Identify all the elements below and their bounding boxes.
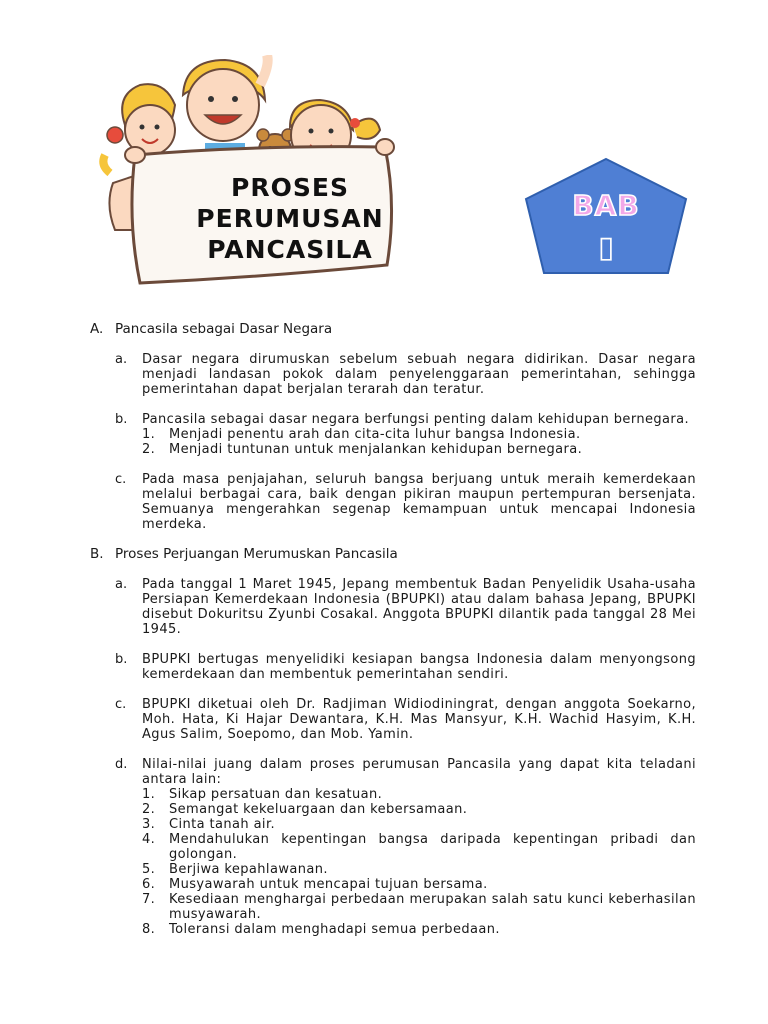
sub-text: Sikap persatuan dan kesatuan. — [169, 787, 383, 802]
item-text: Pada tanggal 1 Maret 1945, Jepang membentuk Badan Penyelidik Usaha-usaha Persiapan Kemerdekaan Indonesia (BPUPKI) atau dalam bahasa Jepang, BPUPKI disebut Dokuritsu Zyunbi Cosakal. Anggota BPUPKI dilantik pada tanggal 28 Mei 1945. — [142, 577, 696, 637]
sub-item — [142, 442, 696, 457]
section-b — [90, 547, 696, 937]
sub-text: Menjadi penentu arah dan cita-cita luhur bangsa Indonesia. — [169, 427, 581, 442]
section-heading — [90, 322, 696, 337]
sub-number: 8. — [142, 922, 156, 937]
badge-number: ▯ — [597, 230, 615, 265]
list-item — [90, 652, 696, 682]
section-title: Proses Perjuangan Merumuskan Pancasila — [115, 546, 398, 562]
list-item — [90, 697, 696, 742]
list-item — [90, 352, 696, 397]
list-item — [90, 472, 696, 532]
title-line: PANCASILA — [207, 235, 373, 264]
item-letter: c. — [115, 472, 127, 487]
sub-number: 1. — [142, 427, 156, 442]
sub-text: Cinta tanah air. — [169, 817, 276, 832]
item-letter: a. — [115, 577, 128, 592]
item-text: Nilai-nilai juang dalam proses perumusan Pancasila yang dapat kita teladani antara lain: — [142, 757, 696, 787]
sub-item — [142, 832, 696, 862]
sub-text: Kesediaan menghargai perbedaan merupakan salah satu kunci keberhasilan musyawarah. — [169, 892, 696, 922]
item-text: BPUPKI bertugas menyelidiki kesiapan bangsa Indonesia dalam menyongsong kemerdekaan dan membentuk pemerintahan sendiri. — [142, 652, 696, 682]
item-letter: c. — [115, 697, 127, 712]
item-text: BPUPKI diketuai oleh Dr. Radjiman Widiodiningrat, dengan anggota Soekarno, Moh. Hata, Ki Hajar Dewantara, K.H. Mas Mansyur, K.H. Wachid Hasyim, K.H. Agus Salim, Soepomo, dan Mob. Yamin. — [142, 697, 696, 742]
list-item — [90, 757, 696, 937]
header — [0, 0, 768, 310]
section-letter: B. — [90, 546, 104, 562]
item-text: Pada masa penjajahan, seluruh bangsa berjuang untuk meraih kemerdekaan melalui berbagai cara, baik dengan pikiran maupun pertempuran bersenjata. Semuanya mengerahkan segenap kemampuan untuk mencapai Indonesia merdeka. — [142, 472, 696, 532]
item-text: Dasar negara dirumuskan sebelum sebuah negara didirikan. Dasar negara menjadi landasan pokok dalam penyelenggaraan pemerintahan, sehingga pemerintahan dapat berjalan terarah dan teratur. — [142, 352, 696, 397]
document-body — [90, 322, 696, 952]
sub-item — [142, 817, 696, 832]
sub-number: 2. — [142, 802, 156, 817]
sub-item — [142, 802, 696, 817]
sub-text: Toleransi dalam menghadapi semua perbedaan. — [169, 922, 500, 937]
item-letter: a. — [115, 352, 128, 367]
item-letter: b. — [115, 652, 128, 667]
sub-text: Berjiwa kepahlawanan. — [169, 862, 328, 877]
chapter-badge — [524, 157, 688, 275]
sub-number: 6. — [142, 877, 156, 892]
sub-item — [142, 787, 696, 802]
sub-number: 3. — [142, 817, 156, 832]
item-text: Pancasila sebagai dasar negara berfungsi penting dalam kehidupan bernegara. — [142, 412, 690, 427]
section-title: Pancasila sebagai Dasar Negara — [115, 321, 333, 337]
section-a — [90, 322, 696, 532]
page-title — [170, 172, 410, 265]
sub-text: Mendahulukan kepentingan bangsa daripada kepentingan pribadi dan golongan. — [169, 832, 696, 862]
sub-number: 4. — [142, 832, 156, 847]
sub-text: Semangat kekeluargaan dan kebersamaan. — [169, 802, 468, 817]
sub-item — [142, 922, 696, 937]
title-line: PERUMUSAN — [196, 204, 384, 233]
sub-item — [142, 877, 696, 892]
sub-number: 1. — [142, 787, 156, 802]
list-item — [90, 412, 696, 457]
sub-item — [142, 892, 696, 922]
sub-number: 2. — [142, 442, 156, 457]
sub-item — [142, 427, 696, 442]
list-item — [90, 577, 696, 637]
sub-number: 7. — [142, 892, 156, 907]
badge-label: BAB — [572, 189, 640, 222]
sub-text: Menjadi tuntunan untuk menjalankan kehidupan bernegara. — [169, 442, 583, 457]
sub-item — [142, 862, 696, 877]
item-letter: b. — [115, 412, 128, 427]
kid-center-illustration — [183, 55, 268, 155]
section-heading — [90, 547, 696, 562]
item-letter: d. — [115, 757, 128, 772]
section-letter: A. — [90, 321, 104, 337]
sub-text: Musyawarah untuk mencapai tujuan bersama. — [169, 877, 488, 892]
sub-number: 5. — [142, 862, 156, 877]
title-line: PROSES — [231, 173, 349, 202]
